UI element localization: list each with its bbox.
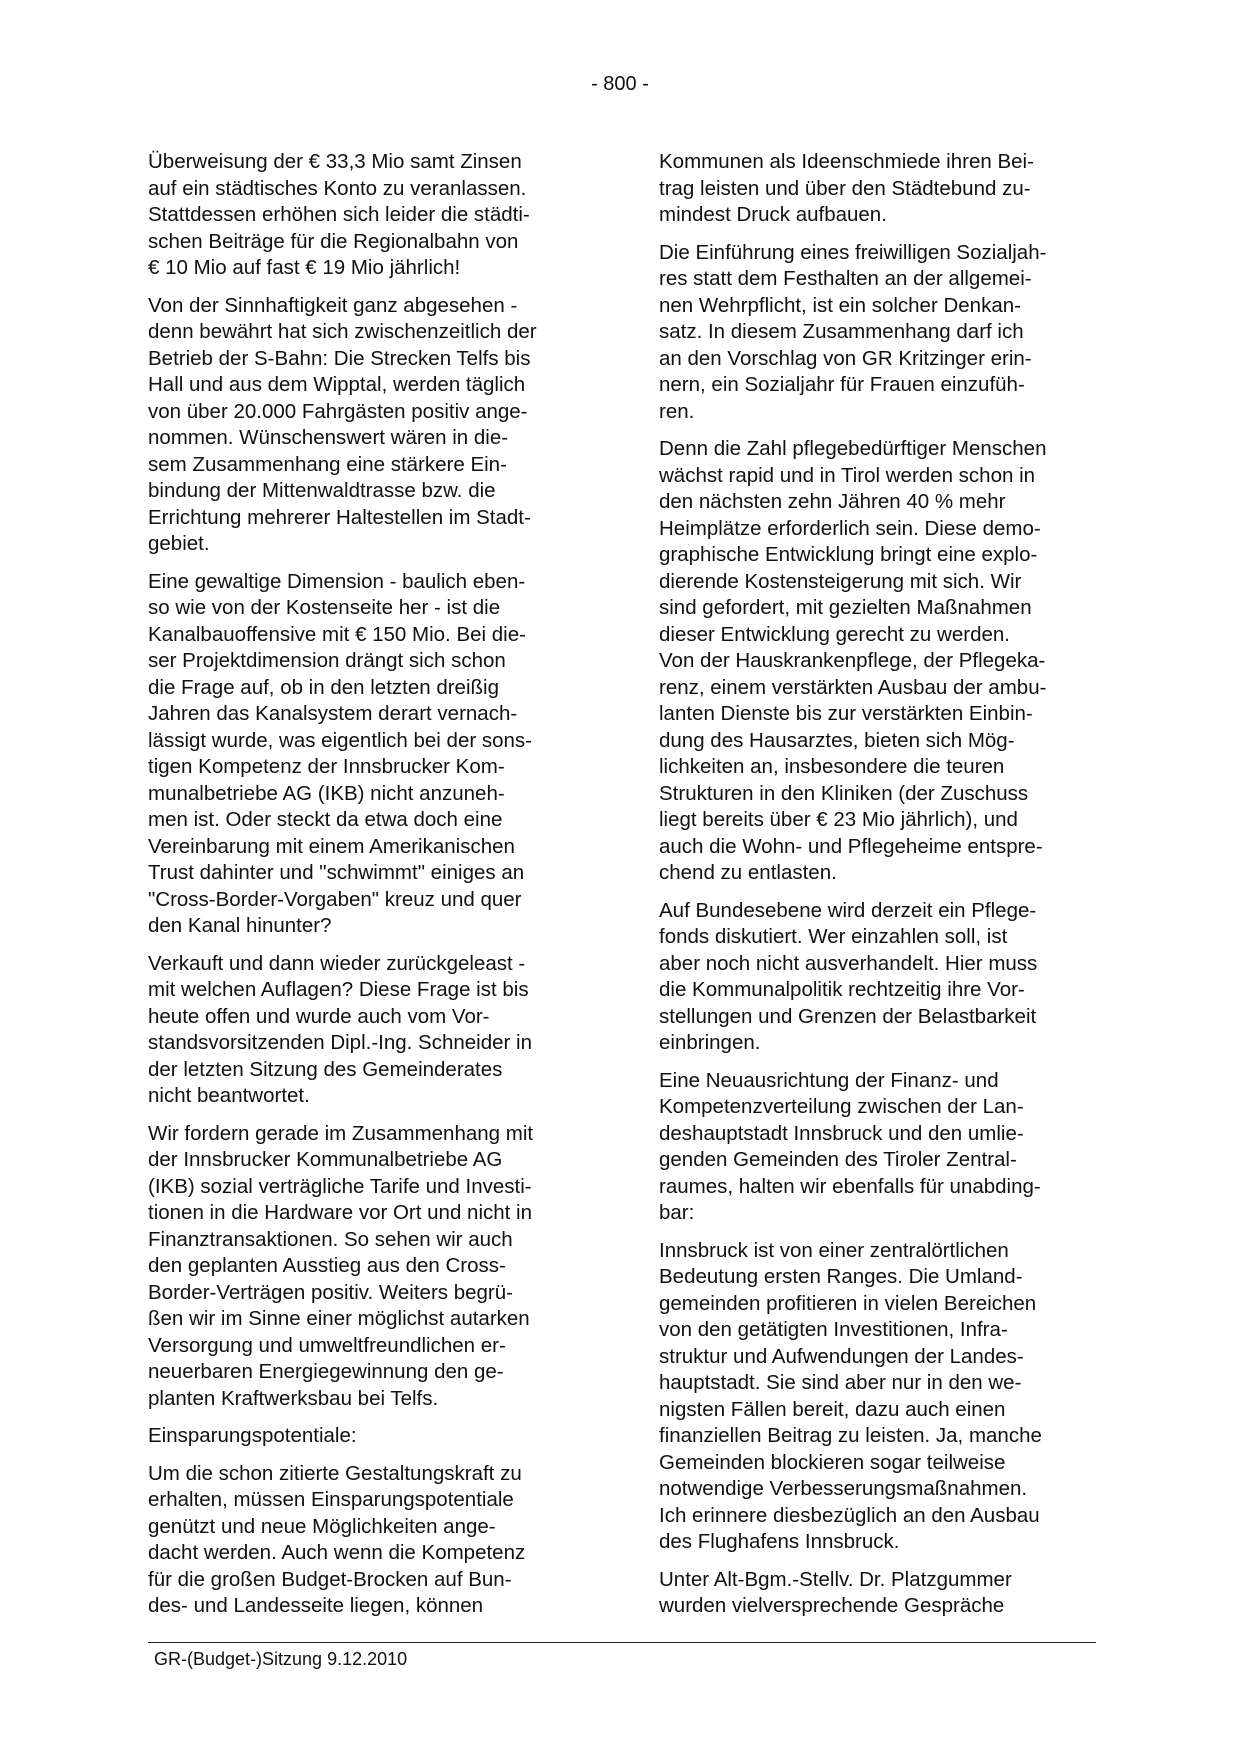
text-line: nern, ein Sozialjahr für Frauen einzufüh- — [659, 373, 1025, 396]
text-line: für die großen Budget-Brocken auf Bun- — [148, 1567, 512, 1591]
text-line: raumes, halten wir ebenfalls für unabding- — [659, 1174, 1041, 1198]
text-line: Ich erinnere diesbezüglich an den Ausbau — [659, 1503, 1040, 1527]
paragraph — [148, 149, 588, 282]
text-line: des Flughafens Innsbruck. — [659, 1530, 900, 1553]
text-line: Gemeinden blockieren sogar teilweise — [659, 1450, 1006, 1474]
text-line: dieser Entwicklung gerecht zu werden. — [659, 622, 1010, 646]
paragraph — [659, 898, 1099, 1057]
paragraph — [659, 240, 1099, 426]
text-line: fonds diskutiert. Wer einzahlen soll, ist — [659, 925, 1008, 948]
text-line: Errichtung mehrerer Haltestellen im Stadt- — [148, 505, 531, 529]
text-line: struktur und Aufwendungen der Landes- — [659, 1344, 1024, 1368]
text-line: chend zu entlasten. — [659, 861, 837, 884]
text-line: Finanztransaktionen. So sehen wir auch — [148, 1227, 513, 1251]
text-line: Kommunen als Ideenschmiede ihren Bei- — [659, 150, 1034, 173]
text-line: liegt bereits über € 23 Mio jährlich), und — [659, 808, 1018, 831]
text-line: genden Gemeinden des Tiroler Zentral- — [659, 1148, 1017, 1171]
text-line: an den Vorschlag von GR Kritzinger erin- — [659, 346, 1032, 370]
text-line: auf ein städtisches Konto zu veranlassen. — [148, 176, 527, 200]
text-line: hauptstadt. Sie sind aber nur in den we- — [659, 1371, 1022, 1394]
paragraph — [148, 569, 588, 940]
text-line: Wir fordern gerade im Zusammenhang mit — [148, 1121, 534, 1145]
text-line: aber noch nicht ausverhandelt. Hier muss — [659, 951, 1038, 975]
text-line: Jahren das Kanalsystem derart vernach- — [148, 702, 518, 725]
text-line: des- und Landesseite liegen, können — [148, 1594, 484, 1617]
text-line: Heimplätze erforderlich sein. Diese demo- — [659, 516, 1041, 540]
paragraph — [659, 1238, 1099, 1556]
text-line: Denn die Zahl pflegebedürftiger Menschen — [659, 437, 1047, 460]
text-line: den Kanal hinunter? — [148, 914, 332, 937]
text-line: "Cross-Border-Vorgaben" kreuz und quer — [148, 887, 522, 911]
footer-session-label: GR-(Budget-)Sitzung 9.12.2010 — [154, 1649, 408, 1669]
text-line: Versorgung und umweltfreundlichen er- — [148, 1333, 506, 1357]
text-line: von über 20.000 Fahrgästen positiv ange- — [148, 399, 528, 423]
text-line: der Innsbrucker Kommunalbetriebe AG — [148, 1148, 503, 1171]
text-line: finanziellen Beitrag zu leisten. Ja, manche — [659, 1424, 1042, 1447]
text-line: res statt dem Festhalten an der allgemei- — [659, 267, 1032, 290]
text-line: Einsparungspotentiale: — [148, 1424, 357, 1447]
text-line: Strukturen in den Kliniken (der Zuschuss — [659, 781, 1029, 805]
text-line: Von der Hauskrankenpflege, der Pflegeka- — [659, 649, 1046, 672]
text-line: Unter Alt-Bgm.-Stellv. Dr. Platzgummer — [659, 1567, 1012, 1591]
paragraph — [659, 1567, 1099, 1620]
text-line: nigsten Fällen bereit, dazu auch einen — [659, 1397, 1006, 1421]
text-line: Verkauft und dann wieder zurückgeleast - — [148, 951, 526, 975]
text-line: dierende Kostensteigerung mit sich. Wir — [659, 569, 1022, 593]
text-line: trag leisten und über den Städtebund zu- — [659, 176, 1031, 200]
footer-divider — [148, 1642, 1096, 1643]
text-line: notwendige Verbesserungsmaßnahmen. — [659, 1477, 1028, 1500]
text-line: (IKB) sozial verträgliche Tarife und Investi- — [148, 1174, 532, 1198]
text-line: dung des Hausarztes, bieten sich Mög- — [659, 728, 1015, 752]
text-line: wächst rapid und in Tirol werden schon in — [659, 463, 1036, 487]
text-line: Innsbruck ist von einer zentralörtlichen — [659, 1238, 1009, 1262]
text-line: genützt und neue Möglichkeiten ange- — [148, 1514, 496, 1538]
text-line: wurden vielversprechende Gespräche — [659, 1594, 1005, 1617]
text-line: die Kommunalpolitik rechtzeitig ihre Vor- — [659, 978, 1025, 1001]
text-line: die Frage auf, ob in den letzten dreißig — [148, 675, 499, 699]
text-line: deshauptstadt Innsbruck und den umlie- — [659, 1121, 1024, 1145]
text-line: stellungen und Grenzen der Belastbarkeit — [659, 1004, 1037, 1028]
text-line: Von der Sinnhaftigkeit ganz abgesehen - — [148, 293, 518, 317]
text-line: Betrieb der S-Bahn: Die Strecken Telfs bis — [148, 346, 531, 370]
text-line: Die Einführung eines freiwilligen Sozialjah- — [659, 240, 1047, 264]
right-column — [659, 149, 1099, 1631]
text-line: ßen wir im Sinne einer möglichst autarken — [148, 1307, 530, 1330]
text-line: Auf Bundesebene wird derzeit ein Pflege- — [659, 898, 1037, 922]
text-line: gemeinden profitieren in vielen Bereichen — [659, 1291, 1037, 1315]
text-line: € 10 Mio auf fast € 19 Mio jährlich! — [148, 256, 461, 279]
text-line: den geplanten Ausstieg aus den Cross- — [148, 1254, 506, 1277]
text-line: tigen Kompetenz der Innsbrucker Kom- — [148, 755, 505, 778]
text-line: men ist. Oder steckt da etwa doch eine — [148, 808, 503, 831]
text-line: neuerbaren Energiegewinnung den ge- — [148, 1360, 504, 1383]
text-line: lichkeiten an, insbesondere die teuren — [659, 755, 1005, 778]
text-line: sind gefordert, mit gezielten Maßnahmen — [659, 596, 1032, 619]
text-line: denn bewährt hat sich zwischenzeitlich der — [148, 320, 537, 343]
text-line: Eine gewaltige Dimension - baulich eben- — [148, 569, 526, 593]
text-line: von den getätigten Investitionen, Infra- — [659, 1318, 1008, 1341]
paragraph — [148, 1121, 588, 1413]
text-line: nommen. Wünschenswert wären in die- — [148, 426, 509, 449]
text-line: den nächsten zehn Jähren 40 % mehr — [659, 490, 1006, 513]
text-line: Kompetenzverteilung zwischen der Lan- — [659, 1095, 1024, 1118]
text-line: renz, einem verstärkten Ausbau der ambu- — [659, 675, 1047, 699]
text-line: graphische Entwicklung bringt eine explo- — [659, 543, 1038, 566]
text-line: munalbetriebe AG (IKB) nicht anzuneh- — [148, 781, 505, 805]
text-line: der letzten Sitzung des Gemeinderates — [148, 1057, 503, 1081]
text-line: lässigt wurde, was eigentlich bei der sons- — [148, 728, 532, 752]
paragraph — [148, 293, 588, 558]
text-line: einbringen. — [659, 1031, 761, 1054]
paragraph — [659, 1068, 1099, 1227]
text-line: Eine Neuausrichtung der Finanz- und — [659, 1068, 999, 1092]
text-line: Bedeutung ersten Ranges. Die Umland- — [659, 1265, 1023, 1288]
text-line: Um die schon zitierte Gestaltungskraft zu — [148, 1461, 522, 1485]
text-line: Überweisung der € 33,3 Mio samt Zinsen — [148, 150, 522, 173]
text-line: Hall und aus dem Wipptal, werden täglich — [148, 373, 526, 396]
left-column — [148, 149, 588, 1631]
text-line: sem Zusammenhang eine stärkere Ein- — [148, 452, 507, 476]
text-line: satz. In diesem Zusammenhang darf ich — [659, 320, 1024, 343]
text-line: nen Wehrpflicht, ist ein solcher Denkan- — [659, 293, 1021, 317]
paragraph — [659, 149, 1099, 229]
text-line: heute offen und wurde auch vom Vor- — [148, 1004, 490, 1028]
text-line: erhalten, müssen Einsparungspotentiale — [148, 1488, 514, 1511]
text-line: auch die Wohn- und Pflegeheime entspre- — [659, 834, 1043, 858]
text-line: schen Beiträge für die Regionalbahn von — [148, 229, 519, 253]
text-line: standsvorsitzenden Dipl.-Ing. Schneider in — [148, 1031, 533, 1054]
text-line: Stattdessen erhöhen sich leider die städti- — [148, 203, 530, 226]
text-line: ser Projektdimension drängt sich schon — [148, 649, 506, 672]
text-line: lanten Dienste bis zur verstärkten Einbin- — [659, 702, 1033, 725]
paragraph — [659, 436, 1099, 887]
text-line: Kanalbauoffensive mit € 150 Mio. Bei die- — [148, 622, 526, 646]
text-line: Border-Verträgen positiv. Weiters begrü- — [148, 1280, 513, 1304]
text-line: planten Kraftwerksbau bei Telfs. — [148, 1386, 439, 1410]
paragraph — [148, 1461, 588, 1620]
paragraph — [148, 951, 588, 1110]
text-line: bar: — [659, 1201, 695, 1224]
text-line: gebiet. — [148, 532, 210, 555]
text-line: dacht werden. Auch wenn die Kompetenz — [148, 1541, 526, 1564]
text-line: so wie von der Kostenseite her - ist die — [148, 596, 501, 619]
text-line: Trust dahinter und "schwimmt" einiges an — [148, 861, 525, 884]
text-line: tionen in die Hardware vor Ort und nicht in — [148, 1201, 533, 1224]
text-line: nicht beantwortet. — [148, 1084, 310, 1107]
text-line: bindung der Mittenwaldtrasse bzw. die — [148, 479, 496, 502]
text-line: ren. — [659, 399, 695, 423]
text-line: Vereinbarung mit einem Amerikanischen — [148, 834, 515, 858]
paragraph — [148, 1423, 588, 1450]
text-line: mindest Druck aufbauen. — [659, 203, 887, 226]
page-number: - 800 - — [591, 73, 649, 95]
text-line: mit welchen Auflagen? Diese Frage ist bis — [148, 978, 529, 1001]
